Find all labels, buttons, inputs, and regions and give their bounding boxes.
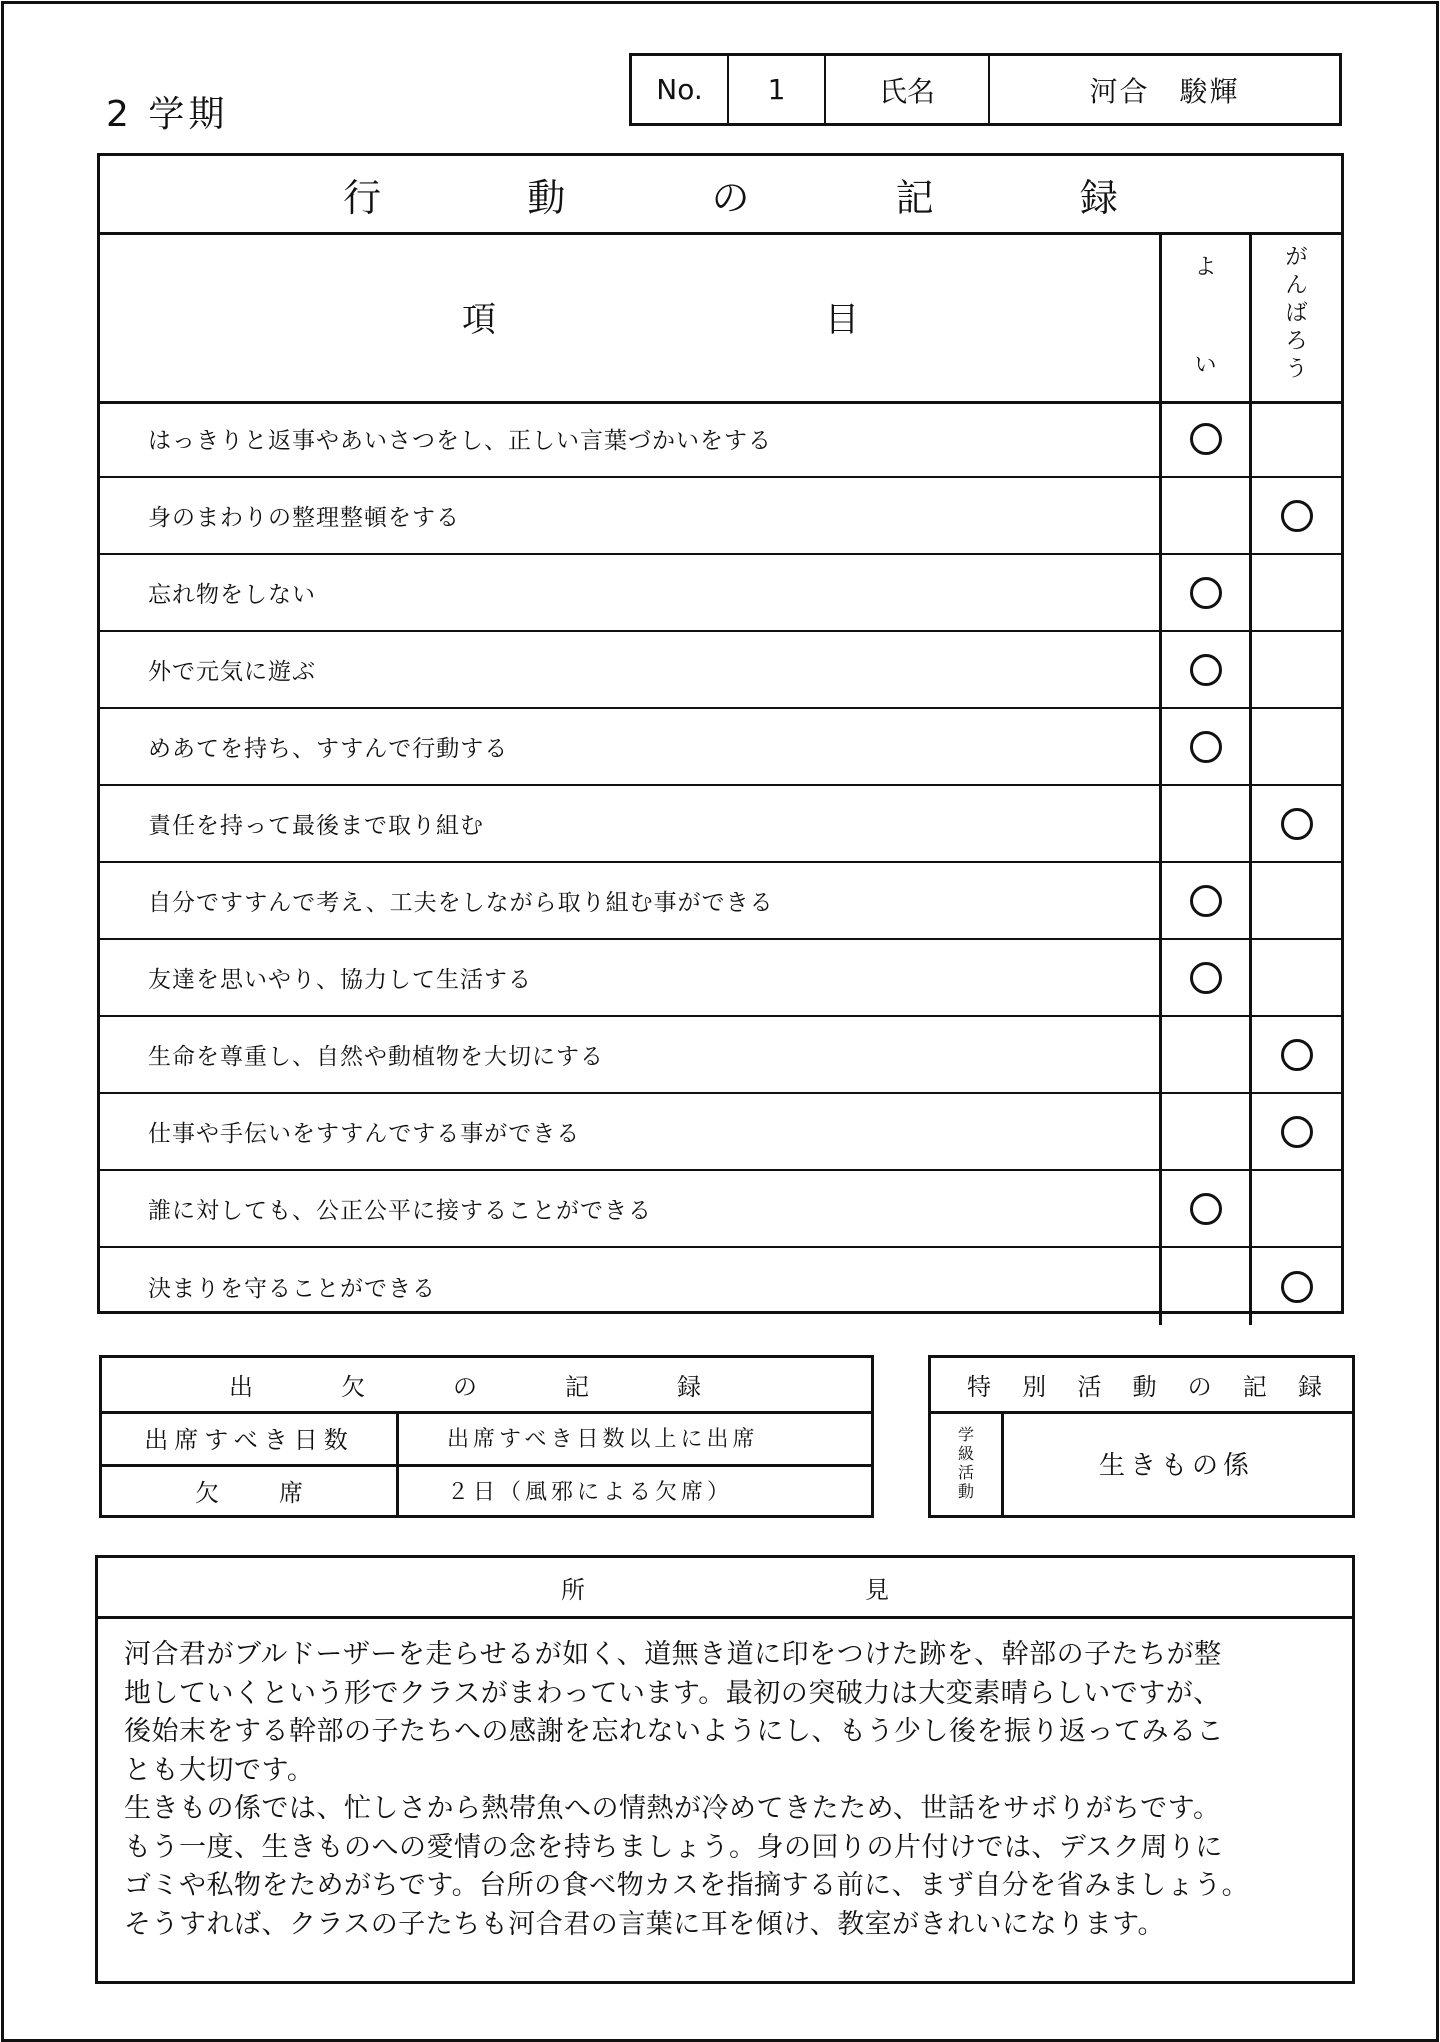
circle-mark-icon — [1281, 1271, 1313, 1303]
title-char: 動 — [1132, 1373, 1157, 1401]
comment-line: 生きもの係では、忙しさから熱帯魚への情熱が冷めてきたため、世話をサボりがちです。 — [124, 1793, 1221, 1824]
circle-mark-icon — [1190, 962, 1222, 994]
label-char: 学 — [957, 1425, 974, 1444]
try-harder-cell — [1252, 1248, 1341, 1325]
title-char: 記 — [895, 175, 934, 220]
attendance-row — [102, 1464, 871, 1516]
title-char: 活 — [1077, 1373, 1102, 1401]
title-char: 動 — [527, 175, 566, 220]
comment-line: そうすれば、クラスの子たちも河合君の言葉に耳を傾け、教室がきれいになります。 — [124, 1908, 1165, 1940]
behavior-record-table — [97, 153, 1344, 1314]
item-column-header — [100, 232, 1159, 401]
try-harder-cell — [1252, 632, 1341, 707]
title-char: の — [711, 175, 750, 220]
title-char: 記 — [1242, 1373, 1267, 1401]
behavior-row — [100, 709, 1341, 786]
behavior-row — [100, 1017, 1341, 1094]
comment-line: 後始末をする幹部の子たちへの感謝を忘れないようにし、もう少し後を振り返ってみるこ — [124, 1716, 1224, 1747]
absence-label — [102, 1464, 399, 1516]
title-char: 所 — [561, 1575, 585, 1604]
circle-mark-icon — [1190, 577, 1222, 609]
student-info-box — [629, 53, 1342, 126]
teacher-comments — [95, 1555, 1355, 1984]
header-char: よ — [1194, 255, 1217, 280]
behavior-row — [100, 940, 1341, 1017]
header-char: 目 — [825, 300, 859, 340]
label-char: 欠 — [195, 1478, 219, 1507]
class-activity-label — [931, 1411, 1004, 1515]
behavior-header-row — [100, 232, 1341, 404]
header-char: ろ — [1285, 329, 1308, 354]
label-char: 級 — [957, 1444, 974, 1463]
good-cell — [1159, 1094, 1252, 1169]
good-cell — [1159, 1248, 1252, 1325]
behavior-item: はっきりと返事やあいさつをし、正しい言葉づかいをする — [148, 428, 772, 454]
behavior-row — [100, 1094, 1341, 1171]
title-char: 録 — [677, 1373, 701, 1401]
header-char: 項 — [462, 300, 496, 340]
behavior-item: 責任を持って最後まで取り組む — [148, 813, 484, 839]
comments-title — [98, 1558, 1352, 1619]
title-char: 行 — [343, 175, 382, 220]
number-label: No. — [632, 56, 729, 123]
try-harder-cell — [1252, 1171, 1341, 1246]
attendance-title — [102, 1358, 871, 1414]
behavior-item: 自分ですすんで考え、工夫をしながら取り組む事ができる — [148, 890, 774, 916]
class-activity-value: 生きもの係 — [1098, 1450, 1254, 1481]
behavior-row — [100, 478, 1341, 555]
title-char: 録 — [1079, 175, 1118, 220]
behavior-item: 友達を思いやり、協力して生活する — [148, 967, 532, 993]
good-cell — [1159, 1017, 1252, 1092]
title-char: 出 — [229, 1373, 253, 1401]
header-char: が — [1285, 245, 1308, 270]
label-char: 席 — [279, 1478, 303, 1507]
behavior-item: 忘れ物をしない — [148, 582, 316, 608]
comment-line: もう一度、生きものへの愛情の念を持ちましょう。身の回りの片付けでは、デスク周りに — [124, 1831, 1223, 1863]
behavior-row — [100, 401, 1341, 478]
circle-mark-icon — [1190, 731, 1222, 763]
header-char: ば — [1285, 301, 1308, 326]
behavior-row — [100, 555, 1341, 632]
behavior-rows — [100, 401, 1341, 1311]
absence-value: ２日（風邪による欠席） — [447, 1479, 734, 1505]
behavior-item: 生命を尊重し、自然や動植物を大切にする — [148, 1044, 604, 1070]
label-char: 動 — [957, 1482, 974, 1501]
circle-mark-icon — [1190, 1193, 1222, 1225]
required-days-label: 出席すべき日数 — [102, 1411, 399, 1464]
try-harder-cell — [1252, 401, 1341, 476]
header-char: う — [1285, 357, 1308, 382]
header-char: ん — [1285, 273, 1308, 298]
good-cell — [1159, 786, 1252, 861]
behavior-row — [100, 1248, 1341, 1325]
circle-mark-icon — [1190, 654, 1222, 686]
attendance-row — [102, 1411, 871, 1467]
try-harder-cell — [1252, 478, 1341, 553]
behavior-item: 外で元気に遊ぶ — [148, 659, 316, 685]
number-value: 1 — [729, 56, 826, 123]
behavior-row — [100, 786, 1341, 863]
comment-line: 河合君がブルドーザーを走らせるが如く、道無き道に印をつけた跡を、幹部の子たちが整 — [124, 1639, 1222, 1670]
try-harder-column-header — [1252, 232, 1341, 413]
try-harder-cell — [1252, 786, 1341, 861]
circle-mark-icon — [1281, 1116, 1313, 1148]
title-char: 欠 — [341, 1373, 365, 1401]
try-harder-cell — [1252, 1017, 1341, 1092]
comments-body — [124, 1636, 1338, 1944]
behavior-row — [100, 632, 1341, 709]
name-value: 河合 駿輝 — [1089, 74, 1240, 108]
circle-mark-icon — [1190, 423, 1222, 455]
behavior-item: 誰に対しても、公正公平に接することができる — [148, 1198, 652, 1224]
good-cell — [1159, 555, 1252, 630]
good-cell — [1159, 709, 1252, 784]
comment-line: 地していくという形でクラスがまわっています。最初の突破力は大変素晴らしいですが、 — [124, 1677, 1221, 1709]
attendance-record — [99, 1355, 874, 1518]
behavior-item: 決まりを守ることができる — [148, 1276, 436, 1302]
comment-line: とも大切です。 — [124, 1754, 315, 1786]
required-days-value: 出席すべき日数以上に出席 — [447, 1427, 759, 1452]
title-char: 特 — [967, 1373, 991, 1401]
title-char: の — [1187, 1373, 1212, 1401]
try-harder-cell — [1252, 1094, 1341, 1169]
try-harder-cell — [1252, 709, 1341, 784]
special-activity-record — [928, 1355, 1355, 1518]
comment-line: ゴミや私物をためがちです。台所の食べ物カスを指摘する前に、まず自分を省みましょう。 — [124, 1870, 1250, 1901]
special-activity-title — [931, 1358, 1352, 1414]
good-cell — [1159, 1171, 1252, 1246]
circle-mark-icon — [1281, 500, 1313, 532]
title-char: 録 — [1297, 1373, 1322, 1401]
circle-mark-icon — [1190, 885, 1222, 917]
term-label: 2 学期 — [106, 94, 229, 135]
circle-mark-icon — [1281, 1039, 1313, 1071]
behavior-record-title — [100, 156, 1341, 235]
label-char: 活 — [957, 1463, 974, 1482]
try-harder-cell — [1252, 940, 1341, 1015]
try-harder-cell — [1252, 555, 1341, 630]
title-char: の — [453, 1373, 477, 1401]
behavior-row — [100, 1171, 1341, 1248]
good-cell — [1159, 478, 1252, 553]
header-char: い — [1194, 353, 1217, 378]
try-harder-cell — [1252, 863, 1341, 938]
behavior-item: めあてを持ち、すすんで行動する — [148, 736, 509, 762]
behavior-row — [100, 863, 1341, 940]
title-char: 見 — [865, 1575, 889, 1604]
good-column-header — [1159, 232, 1252, 401]
good-cell — [1159, 401, 1252, 476]
good-cell — [1159, 632, 1252, 707]
name-label: 氏名 — [826, 56, 990, 123]
title-char: 記 — [565, 1373, 589, 1401]
behavior-item: 身のまわりの整理整頓をする — [148, 505, 460, 531]
good-cell — [1159, 940, 1252, 1015]
circle-mark-icon — [1281, 808, 1313, 840]
title-char: 別 — [1022, 1373, 1047, 1401]
good-cell — [1159, 863, 1252, 938]
behavior-item: 仕事や手伝いをすすんでする事ができる — [148, 1121, 581, 1147]
